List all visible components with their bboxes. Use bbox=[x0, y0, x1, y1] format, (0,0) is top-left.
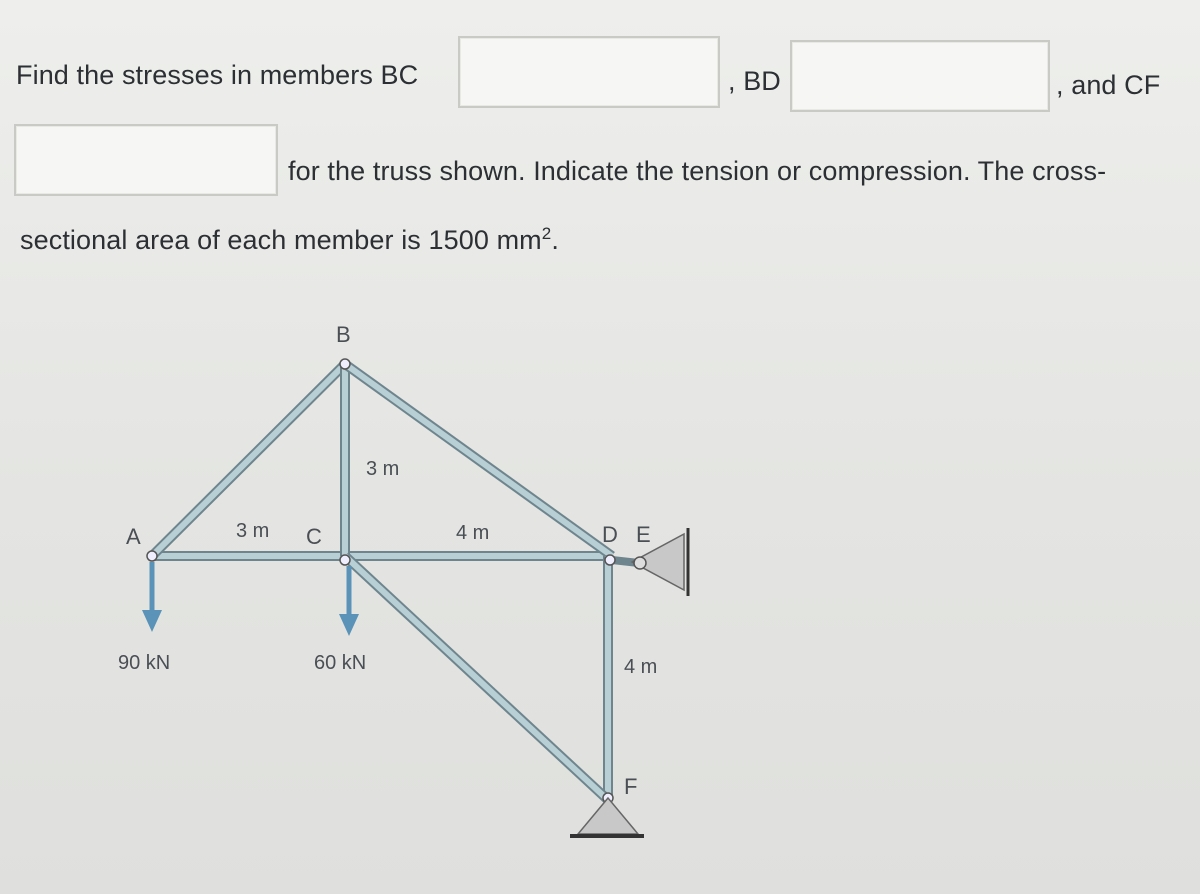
joint-a bbox=[147, 551, 157, 561]
question-area-text: sectional area of each member is 1500 mm bbox=[20, 225, 542, 255]
question-member-cf: , and CF bbox=[1056, 70, 1161, 100]
support-f-icon bbox=[570, 798, 644, 836]
load-arrow-a-icon bbox=[142, 562, 162, 632]
node-label-f: F bbox=[624, 774, 638, 799]
node-label-b: B bbox=[336, 322, 351, 347]
joint-c bbox=[340, 555, 350, 565]
node-label-a: A bbox=[126, 524, 141, 549]
member-cf-fill bbox=[345, 556, 608, 800]
joint-b bbox=[340, 359, 350, 369]
question-superscript: 2 bbox=[541, 224, 552, 243]
question-period: . bbox=[551, 225, 559, 255]
dim-label-ac: 3 m bbox=[236, 520, 270, 542]
node-label-e: E bbox=[636, 522, 651, 547]
dim-label-df: 4 m bbox=[624, 656, 658, 678]
load-label-c: 60 kN bbox=[314, 652, 367, 674]
dim-label-bc: 3 m bbox=[366, 458, 400, 480]
question-prefix: Find the stresses in members BC bbox=[16, 60, 419, 90]
dim-label-cd: 4 m bbox=[456, 522, 490, 544]
joint-d bbox=[605, 555, 615, 565]
truss-members bbox=[152, 364, 648, 800]
question-member-bd: , BD bbox=[728, 66, 781, 96]
load-arrow-c-icon bbox=[339, 566, 359, 636]
question-middle: for the truss shown. Indicate the tension or compression. The cross- bbox=[288, 156, 1107, 186]
node-label-c: C bbox=[306, 524, 322, 549]
load-label-a: 90 kN bbox=[118, 652, 171, 674]
node-label-d: D bbox=[602, 522, 618, 547]
